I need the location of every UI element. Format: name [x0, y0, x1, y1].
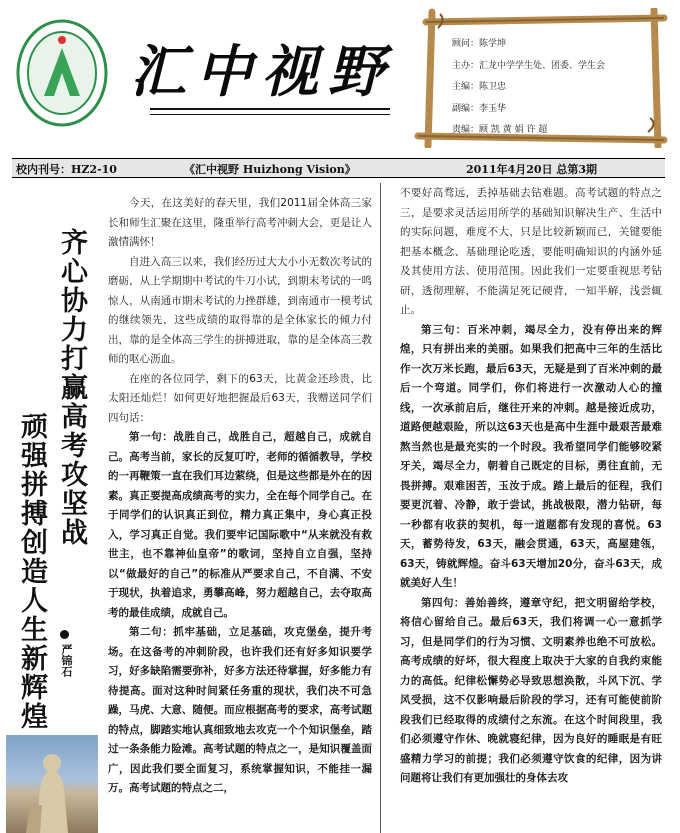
- article-column-1: [108, 194, 372, 799]
- article-column-2: [400, 184, 662, 789]
- staff-chief-editor: 主编：陈卫忠: [452, 82, 507, 92]
- author-bullet-icon: [60, 630, 69, 639]
- headline-sub: 顽强拼搏创造人生新辉煌: [16, 412, 47, 731]
- statue-photo: [6, 735, 98, 833]
- staff-advisor: 顾问：陈学坤: [452, 39, 507, 49]
- staff-responsible-editors: 责编：顾 凯 黄 娟 许 超: [452, 125, 548, 135]
- paragraph: 第四句：善始善终，遵章守纪，把文明留给学校，将信心留给自己。最后63天，我们将调一心一意抓学习，但是同学们的行为习惯、文明素养也绝不可放松。高考成绩的好坏，很大程度上取决于大家的自我约束能力的高低。纪律松懈势必导致思想涣散，斗风下沉、学风受损，这不仅影响最后阶段的学习，还有可能使前阶段我们已经取得的成绩付之东流。在这个时间段里，我们必须遵守作休、晚就寝纪律，因为良好的睡眠是有旺盛精力学习的前提；我们必须遵守饮食的纪律，因为讲问题将让我们有更加强壮的身体去攻: [400, 596, 662, 784]
- paragraph: 今天，在这美好的春天里，我们2011届全体高三家长和师生汇聚在这里，隆重举行高考冲刺大会，更是让人激情满怀！: [108, 197, 372, 248]
- paragraph: 不要好高骛远，丢掉基础去钻难题。高考试题的特点之三，是要求灵活运用所学的基础知识解决生产、生活中的实际问题，难度不大，只是比较新颖而已，关键要能把基本概念、基础理论吃透，要能明确知识的内涵外延及其使用方法、使用范围。因此我们一定要重视思考钻研，透彻理解，不能满足死记硬背，一知半解，浅尝辄止。: [400, 187, 662, 316]
- paragraph: 第一句：战胜自己，战胜自己，超越自己，成就自己。高考当前，家长的反复叮咛，老师的循循教导，学校的一再鞭策一直在我们耳边萦绕，但是这些都是外在的因素。真正要提高成绩高考的实力，全在每个同学自己。在于同学们的认识真正到位，精力真正集中，身心真正投入，学习真正自觉。我们要牢记国际歌中“从来就没有救世主，也不靠神仙皇帝”的歌词，坚持自立自强，坚持以“做最好的自己”的标准从严要求自己，不自满、不安于现状，执着追求，勇攀高峰，努力超越自己，去夺取高考的最佳成绩，成就自己。: [108, 431, 372, 619]
- paragraph: 在座的各位同学，剩下的63天，比黄金还珍贵，比太阳还灿烂！如何更好地把握最后63天，我赠送同学们四句话：: [108, 372, 372, 424]
- author-name: 严锦石: [60, 644, 73, 677]
- paragraph: 第二句：抓牢基础，立足基础，攻克堡垒，提升考场。在这备考的冲刺阶段，也许我们还有好多知识要学习，好多缺陷需要弥补，好多方法还待掌握，好多能力有待提高。面对这种时间紧任务重的现状，我们决不可急躁，马虎、大意、随便。而应根据高考的要求，高考试题的特点，脚踏实地认真细致地去攻克一个个知识堡垒，踏过一条条能力险滩。高考试题的特点之一，是知识覆盖面广，因此我们要全面复习，系统掌握知识，不能挂一漏万。高考试题的特点之二，: [108, 626, 372, 794]
- paragraph: 第三句：百米冲刺，竭尽全力，没有停出来的辉煌，只有拼出来的美丽。如果我们把高中三年的生活比作一次万米长跑，最后63天，无疑是到了百米冲刺的最后一个弯道。同学们，你们将进行一次激动人心的撞线，一次承前启后，继往开来的冲刺。越是接近成功，道路便越艰险，所以这63天也是高中生涯中最艰苦最难熬当然也是最充实的一个时段。我希望同学们能够咬紧牙关，竭尽全力，朝着自己既定的目标，勇往直前，无畏拼搏。艰难困苦，玉汝于成。踏上最后的征程，我们要更沉着、冷静，敢于尝试，挑战极限，潜力钻研，每一秒都有收获的契机，每一道题都有发现的喜悦。63天，蓄势待发，63天，融会贯通，63天，高屋建瓴，63天，铸就辉煌。奋斗63天增加20分，奋斗63天，成就美好人生！: [400, 323, 662, 589]
- staff-deputy-editor: 副编：李玉华: [452, 103, 507, 114]
- school-logo-icon: [14, 18, 110, 128]
- staff-list: [452, 34, 605, 142]
- publication-name: 《汇中视野 Huizhong Vision》: [184, 163, 356, 176]
- internal-number: 校内刊号：HZ2-10: [16, 163, 117, 176]
- headline-main: 齐心协力打赢高考攻坚战: [56, 228, 87, 547]
- masthead-rule: [150, 108, 390, 110]
- masthead-title: 汇中视野: [130, 39, 394, 105]
- staff-organizer: 主办：汇龙中学学生处、团委、学生会: [452, 60, 606, 71]
- issue-date: 2011年4月20日 总第3期: [466, 163, 598, 176]
- masthead-rule-thin: [150, 114, 390, 115]
- paragraph: 自进入高三以来，我们经历过大大小小无数次考试的磨砺，从上学期期中考试的牛刀小试，到期末考试的一鸣惊人，从南通市期末考试的力挫群雄，到南通市一模考试的继续领先，这些成绩的取得靠的是全体家长的倾力付出，靠的是全体高三学生的拼搏进取，靠的是全体高三教师的呕心沥血。: [108, 255, 372, 365]
- column-divider: [380, 183, 381, 833]
- issue-info-bar: [12, 158, 665, 178]
